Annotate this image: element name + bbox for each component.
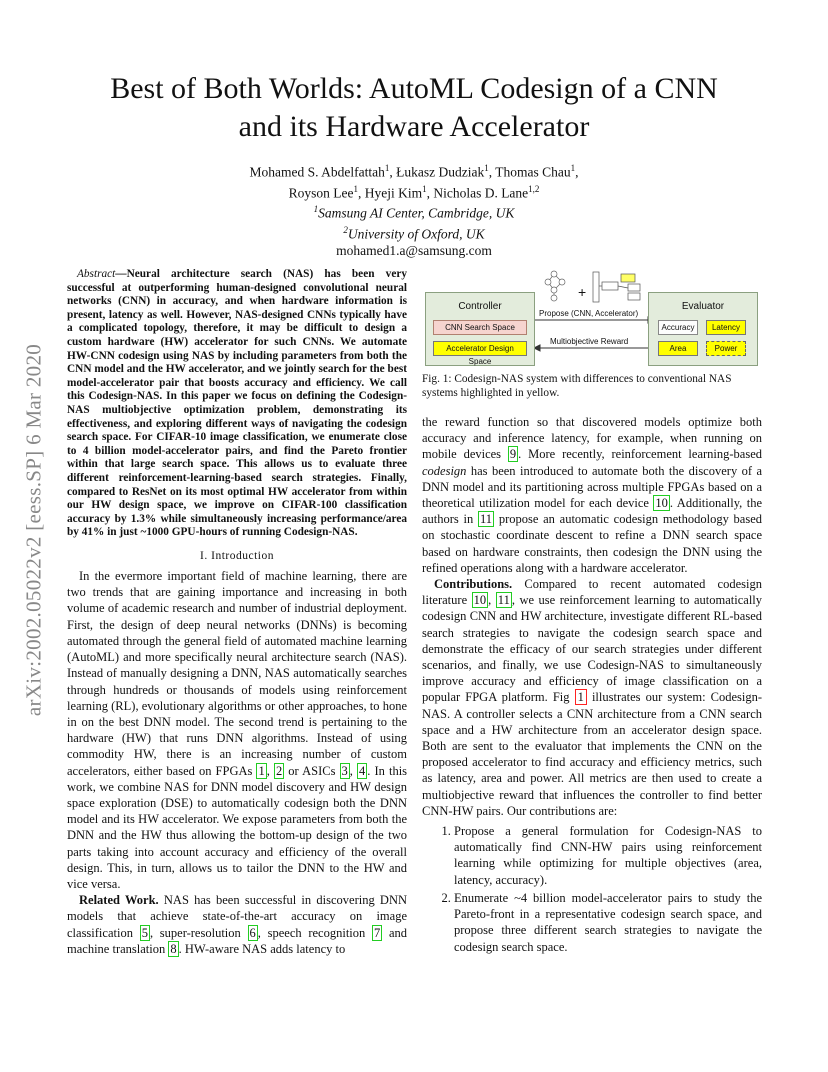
citation-link[interactable]: 10: [473, 593, 487, 608]
list-item: 1. Propose a general formulation for Codesign-NAS to automatically find CNN-HW pairs using reinforcement learning while optimizing for multiple objectives (area, latency, accuracy).: [454, 823, 762, 888]
contributions-list: [422, 823, 762, 955]
citation-link[interactable]: 7: [374, 925, 381, 940]
section-heading: I. Introduction: [200, 549, 274, 562]
citation-link[interactable]: 5: [141, 925, 148, 940]
controller-panel: [425, 292, 535, 366]
area-box: Area: [658, 341, 698, 356]
intro-continued-paragraph: the reward function so that discovered models optimize both accuracy and inference latency, for example, when running on mobile devices 9 . More recently, reinforcement learning-based codesign has been introduced to automate both the discovery of a DNN model and its partitioning across multiple FPGAs based on a theoretical utilization model for each device 10 . Additionally, the authors in 11 propose an automatic codesign methodology based on stochastic coordinate descent to refine a DNN search space based on hardware constraints, then codesign the DNN using the refined operations along with a hardware accelerator.: [422, 415, 763, 575]
abstract: Abstract—Neural architecture search (NAS) has been very successful at outperforming human-designed convolutional neural networks (CNN) in accuracy, and when hardware information is present, latency as well. However, NAS-designed CNNs typically have a complicated topology, therefore, it may be difficult to design a custom hardware (HW) accelerator for such CNNs. We automate HW-CNN codesign using NAS by including parameters from both the CNN model and the HW accelerator, and we jointly search for the best model-accelerator pair that boosts accuracy and efficiency. We call this Codesign-NAS. In this paper we focus on defining the Codesign-NAS multiobjective optimization problem, demonstrating its effectiveness, and exploring different ways of navigating the codesign search space. For CIFAR-10 image classification, we enumerate close to 4 billion model-accelerator pairs, and find the Pareto frontier within that large search space. This allows us to evaluate three different reinforcement-learning-based search strategies. Finally, compared to ResNet on its most optimal HW accelerator from within our HW design space, we improve on CIFAR-100 classification accuracy by 1.3% while simultaneously increasing performance/area by 41% in just ~1000 GPU-hours of running Codesign-NAS.: [67, 268, 407, 539]
left-column: [67, 268, 407, 957]
evaluator-label: Evaluator: [681, 301, 725, 312]
plus-sign: +: [578, 284, 587, 300]
accelerator-design-space-box: Accelerator Design Space: [433, 341, 527, 356]
figure-link[interactable]: 1: [575, 689, 587, 705]
evaluator-panel: [648, 292, 758, 366]
citation-link[interactable]: 2: [275, 763, 283, 778]
citation-link[interactable]: 11: [480, 512, 493, 527]
accuracy-box: Accuracy: [658, 320, 698, 335]
citation-link[interactable]: 8: [170, 941, 177, 956]
citation-link[interactable]: 3: [341, 763, 348, 778]
controller-label: Controller: [458, 301, 502, 312]
citation-link[interactable]: 11: [497, 593, 510, 608]
contributions-paragraph: Contributions. Compared to recent automated codesign literature 10 , 11 , we use reinforcement learning to automatically codesign CNN and HW architecture, investigate different RL-based search strategies to navigate the codesign search space and demonstrate the efficacy of our search strategies under different scenarios, and finally, we use Codesign-NAS to simultaneously improve accuracy and efficiency of image classification on a popular FPGA platform. Fig 1 illustrates our system: Codesign-NAS. A controller selects a CNN architecture from a CNN search space and a HW architecture from an accelerator design space. Both are sent to the evaluator that implements the CNN on the proposed accelerator to find accuracy and efficiency metrics, such as latency, area and power. All metrics are then used to create a multiobjective reward that influences the controller to find better CNN-HW pairs. Our contributions are:: [422, 577, 763, 818]
latency-box: Latency: [706, 320, 746, 335]
network-graph-icon: [545, 271, 565, 301]
citation-link[interactable]: 9: [509, 447, 517, 462]
figure-1: [422, 266, 764, 374]
citation-link[interactable]: 10: [655, 496, 668, 511]
list-item: 2. Enumerate ~4 billion model-accelerator pairs to study the Pareto-front in a representative codesign search space, and propose three different search strategies to navigate the codesign search space.: [454, 890, 762, 955]
citation-link[interactable]: 1: [258, 763, 265, 778]
related-work-paragraph: Related Work. NAS has been successful in discovering DNN models that achieve state-of-the-art accuracy on image classification 5 , super-resolution 6 , speech recognition 7 and machine translation 8 . HW-aware NAS adds latency to: [67, 893, 408, 956]
arxiv-identifier: arXiv:2002.05022v2 [eess.SP] 6 Mar 2020: [21, 343, 46, 717]
cnn-search-space-box: CNN Search Space: [433, 320, 527, 335]
figure-caption: Fig. 1: Codesign-NAS system with differences to conventional NAS systems highlighted in yellow.: [422, 373, 732, 399]
power-box: Power: [706, 341, 746, 356]
paper-title: Best of Both Worlds: AutoML Codesign of a CNN and its Hardware Accelerator: [110, 72, 718, 143]
accelerator-block-icon: [593, 272, 640, 302]
citation-link[interactable]: 4: [359, 763, 366, 778]
author-block: Mohamed S. Abdelfattah$^1$, Łukasz Dudziak$^1$, Thomas Chau$^1$, Royson Lee$^1$, Hyeji Kim$^1$, Nicholas D. Lane$^{1,2}$ $^1$Samsung AI Center, Cambridge, UK $^2$University of Oxford, UK mohamed1.a@samsung.com: [249, 163, 579, 258]
intro-paragraph: In the evermore important field of machine learning, there are two trends that are gaining importance and increasing in both volume of academic research and number of industrial deployment. First, the design of deep neural networks (DNNs) is becoming automated through the general field of automated machine learning (AutoML) and more specifically neural architecture search (NAS). Instead of manually designing a DNN, NAS automatically searches through hundreds or thousands of models using reinforcement learning (RL), evolutionary algorithms or other approaches, to hone in on the best DNN model. The second trend is pertaining to the hardware (HW) that runs DNN algorithms. Instead of using commodity HW, there is an increasing number of custom accelerators, either based on FPGAs 1 , 2 or ASICs 3 , 4 . In this work, we combine NAS for DNN model discovery and HW design space exploration (DSE) to automatically codesign both the DNN model and its HW accelerator. We expose parameters from both the DNN and the HW thus allowing the bottom-up design of the two parts taking into account accuracy and efficiency of the overall design. This, in turn, allows us to tailor the DNN to the HW and vice versa.: [67, 569, 408, 891]
right-column: [422, 414, 762, 957]
propose-arrow-label: Propose (CNN, Accelerator): [539, 309, 639, 318]
citation-link[interactable]: 6: [249, 925, 256, 940]
reward-arrow-label: Multiobjective Reward: [550, 337, 629, 346]
